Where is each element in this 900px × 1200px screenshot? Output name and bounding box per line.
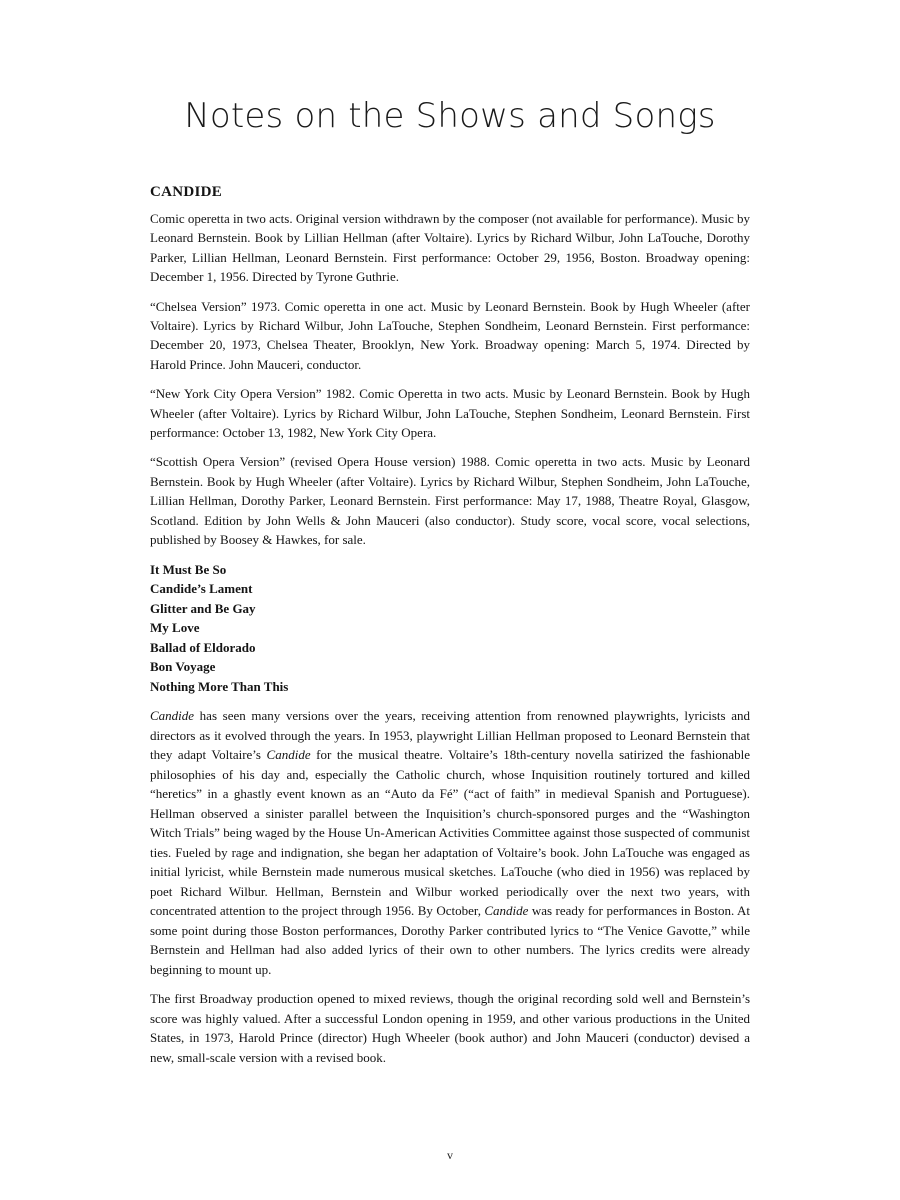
- page-title: Notes on the Shows and Songs: [184, 96, 716, 136]
- song-item: Ballad of Eldorado: [150, 639, 256, 655]
- page-content: [150, 184, 750, 1077]
- page-number: v: [447, 1148, 453, 1162]
- version-nyc-opera: “New York City Opera Version” 1982. Comic Operetta in two acts. Music by Leonard Bernstein. Book by Hugh Wheeler (after Voltaire). Lyrics by Richard Wilbur, John LaTouche, Stephen Sondheim, Leonard Bernstein. First performance: October 13, 1982, New York City Opera.: [150, 386, 750, 441]
- essay-paragraph-history: [150, 706, 750, 979]
- song-item: Glitter and Be Gay: [150, 600, 256, 616]
- song-list: [150, 560, 750, 697]
- song-item: My Love: [150, 620, 200, 635]
- song-item: It Must Be So: [150, 561, 227, 577]
- essay-paragraph-broadway: The first Broadway production opened to mixed reviews, though the original recording sold well and Bernstein’s score was highly valued. After a successful London opening in 1959, and other various productions in the United States, in 1973, Harold Prince (director) Hugh Wheeler (book author) and John Mauceri (conductor) devised a new, small-scale version with a revised book.: [150, 991, 750, 1065]
- version-scottish-opera: “Scottish Opera Version” (revised Opera House version) 1988. Comic operetta in two acts. Music by Leonard Bernstein. Book by Hugh Wheeler (after Voltaire). Lyrics by Richard Wilbur, Stephen Sondheim, John LaTouche, Lillian Hellman, Dorothy Parker, Leonard Bernstein. First performance: May 17, 1988, Theatre Royal, Glasgow, Scotland. Edition by John Wells & John Mauceri (also conductor). Study score, vocal score, vocal selections, published by Boosey & Hawkes, for sale.: [150, 454, 750, 548]
- song-item: Nothing More Than This: [150, 678, 289, 694]
- essay-text: for the musical theatre. Voltaire’s 18th-century novella satirized the fashionable philosophies of his day and, especially the Catholic church, whose Inquisition routinely tortured and killed “heretics” in a ghastly event known as an “Auto da Fé” (“act of faith” in medieval Spanish and Portuguese). Hellman observed a sinister parallel between the Inquisition’s church-sponsored purges and the “Washington Witch Trials” being waged by the House Un-American Activities Committee against those suspected of communist ties. Fueled by rage and indignation, she began her adaptation of Voltaire’s book. John LaTouche was engaged as initial lyricist, while Bernstein made numerous musical sketches. LaTouche (who died in 1956) was replaced by poet Richard Wilbur. Hellman, Bernstein and Wilbur worked periodically over the next two years, with concentrated attention to the project through 1956. By October,: [150, 747, 751, 918]
- show-heading: CANDIDE: [150, 184, 223, 200]
- essay: [150, 706, 750, 1067]
- version-chelsea: “Chelsea Version” 1973. Comic operetta in one act. Music by Leonard Bernstein. Book by Hugh Wheeler (after Voltaire). Lyrics by Richard Wilbur, John LaTouche, Stephen Sondheim, Leonard Bernstein. First performance: December 20, 1973, Chelsea Theater, Brooklyn, New York. Broadway opening: March 5, 1974. Directed by Harold Prince. John Mauceri, conductor.: [150, 298, 750, 372]
- version-original: Comic operetta in two acts. Original version withdrawn by the composer (not available for performance). Music by Leonard Bernstein. Book by Lillian Hellman (after Voltaire). Lyrics by Richard Wilbur, John LaTouche, Dorothy Parker, Lillian Hellman, Leonard Bernstein. First performance: October 29, 1956, Boston. Broadway opening: December 1, 1956. Directed by Tyrone Guthrie.: [150, 211, 750, 285]
- essay-text: has seen many versions over the years, receiving attention from renowned playwrights, lyricists and directors as it evolved through the years. In 1953, playwright Lillian Hellman proposed to Leonard Bernstein that they adapt Voltaire’s: [150, 708, 750, 762]
- essay-text: was ready for performances in Boston. At some point during those Boston performances, Dorothy Parker contributed lyrics to “The Venice Gavotte,” while Bernstein and Hellman had also added lyrics of their own to other numbers. The lyrics credits were already beginning to mount up.: [150, 903, 750, 977]
- song-item: Candide’s Lament: [150, 581, 253, 596]
- work-title: Candide: [484, 903, 529, 918]
- work-title: Candide: [266, 747, 311, 762]
- work-title: Candide: [150, 708, 195, 723]
- song-item: Bon Voyage: [150, 659, 216, 674]
